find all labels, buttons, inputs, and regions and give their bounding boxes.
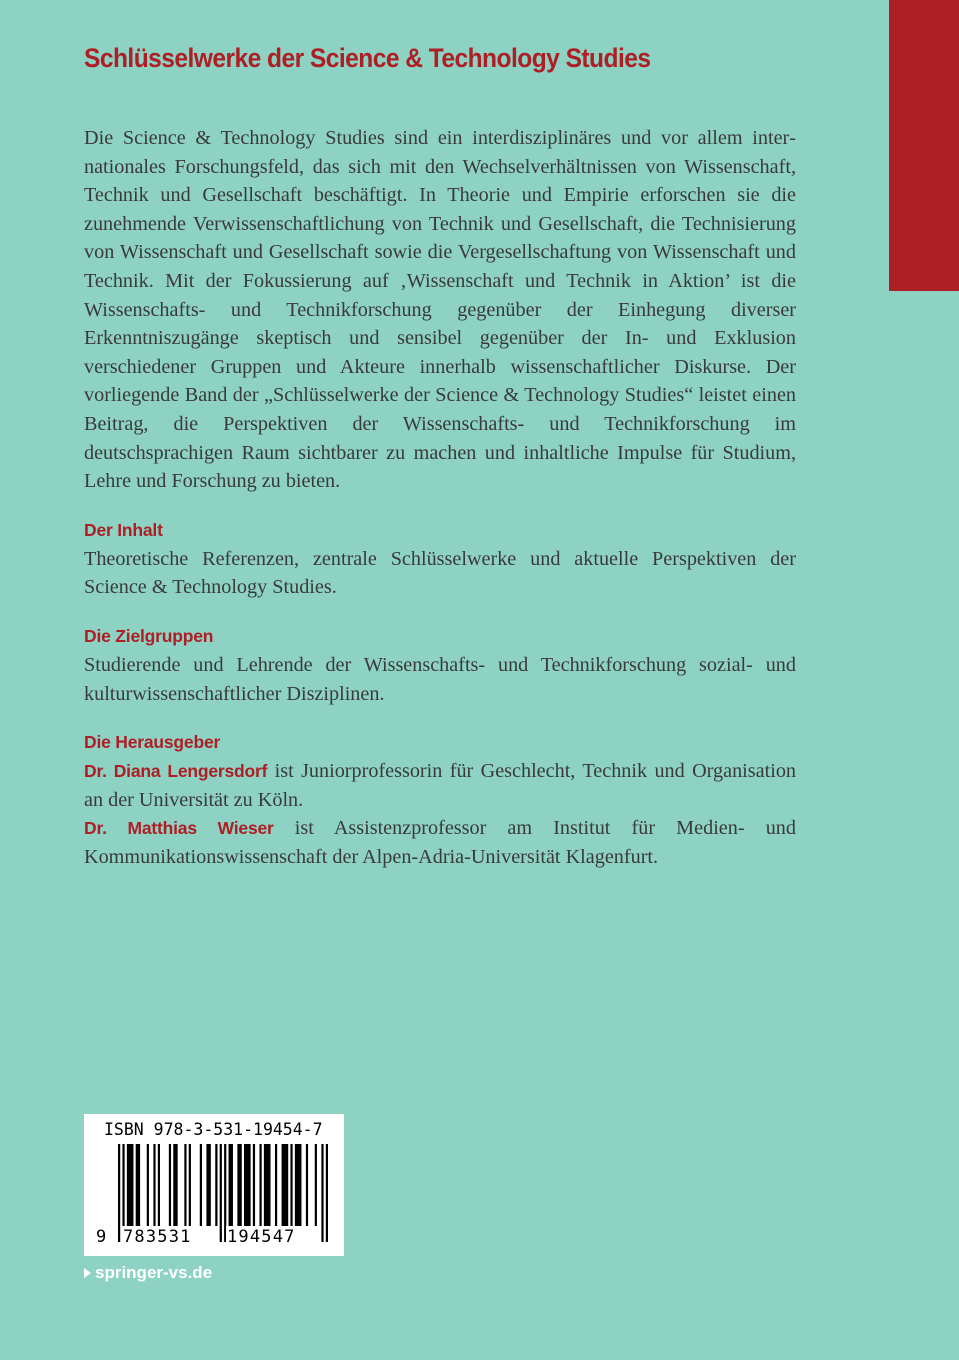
arrow-right-icon [84,1268,91,1278]
section-heading-inhalt: Der Inhalt [84,519,163,540]
barcode-bar [282,1144,289,1226]
barcode-bar [153,1144,155,1226]
barcode-bar [229,1144,233,1226]
barcode-bar [295,1144,302,1226]
back-cover-content [84,124,796,871]
barcode-bar [169,1144,171,1226]
barcode-bar [237,1144,241,1226]
barcode-guard-bar [220,1144,222,1242]
barcode-bar [244,1144,251,1226]
barcode-bar [259,1144,261,1226]
barcode-bar [158,1144,160,1226]
section-heading-herausgeber: Die Herausgeber [84,732,221,753]
editor-name: Dr. Matthias Wieser [84,818,274,839]
barcode-bar [147,1144,149,1226]
blurb-paragraph: Die Science & Technology Studies sind ein interdisziplinäres und vor allem internationales Forschungsfeld, das sich mit den Wechselverhältnissen von Wissenschaft, Technik und Gesellschaft beschäftigt. In Theorie und Empirie erforschen sie die zunehmende Verwissenschaftlichung von Technik und Gesellschaft, die Technisierung von Wissenschaft und Gesellschaft sowie die Vergesellschaftung von Wissenschaft und Technik. Mit der Fokussierung auf ‚Wissenschaft und Technik in Aktion’ ist die Wissenschafts- und Technikforschung gegenüber der Einhegung diverser Erkenntniszugänge skeptisch und sensibel gegenüber der In- und Exklusion verschiedener Gruppen und Akteure innerhalb wissenschaftlicher Diskurse. Der vorliegende Band der „Schlüsselwerke der Science & Technology Studies“ leistet einen Beitrag, die Perspektiven der Wissenschafts- und Technikforschung im deutschsprachigen Raum sichtbarer zu machen und inhaltliche Impulse für Studium, Lehre und Forschung zu bieten. [84,127,796,493]
isbn-label: ISBN 978-3-531-19454-7 [104,1120,323,1139]
red-spine-tab [889,0,959,291]
barcode-bar [200,1144,202,1226]
barcode-bar [184,1144,186,1226]
editor-entry [84,757,796,814]
section-zielgruppen [84,622,796,708]
ean-digits-left: 783531 [123,1227,192,1247]
barcode-bar [253,1144,255,1226]
editor-entry [84,814,796,871]
barcode-bar [264,1144,271,1226]
barcode-bar [290,1144,292,1226]
editor-bio: ist Assistenzprofessor am Institut für Medien- und Kommunikationswissenschaft der Alpen-Adria-Universität Klagenfurt. [84,817,796,868]
barcode-bar [127,1144,134,1226]
book-series-title: Schlüsselwerke der Science & Technology Studies [84,43,651,73]
barcode-bar [206,1144,210,1226]
barcode-guard-bar [326,1144,328,1242]
barcode-guard-bar [118,1144,120,1242]
editor-bio: ist Juniorprofessorin für Geschlecht, Technik und Organisation an der Universität zu Köln. [84,760,797,811]
section-text-zielgruppen: Studierende und Lehrende der Wissenschafts- und Technikforschung sozial- und kulturwissenschaftlicher Disziplinen. [84,653,796,705]
barcode-bar [136,1144,140,1226]
section-inhalt [84,516,796,602]
barcode-bar [306,1144,308,1226]
barcode-bar [275,1144,277,1226]
barcode-bar [315,1144,317,1226]
barcode-bar [173,1144,177,1226]
publisher-link[interactable] [84,1262,212,1284]
section-text-inhalt: Theoretische Referenzen, zentrale Schlüsselwerke und aktuelle Perspektiven der Science & Technology Studies. [84,547,796,599]
isbn-barcode [84,1114,344,1256]
editor-name: Dr. Diana Lengersdorf [84,761,268,782]
publisher-url: springer-vs.de [95,1263,213,1282]
barcode-guard-bar [321,1144,323,1242]
section-heading-zielgruppen: Die Zielgruppen [84,625,214,646]
ean-digits-right: 194547 [227,1227,296,1247]
barcode-bar [189,1144,191,1226]
section-herausgeber [84,728,796,871]
ean-digit-first: 9 [96,1227,107,1247]
barcode-bar [215,1144,217,1226]
